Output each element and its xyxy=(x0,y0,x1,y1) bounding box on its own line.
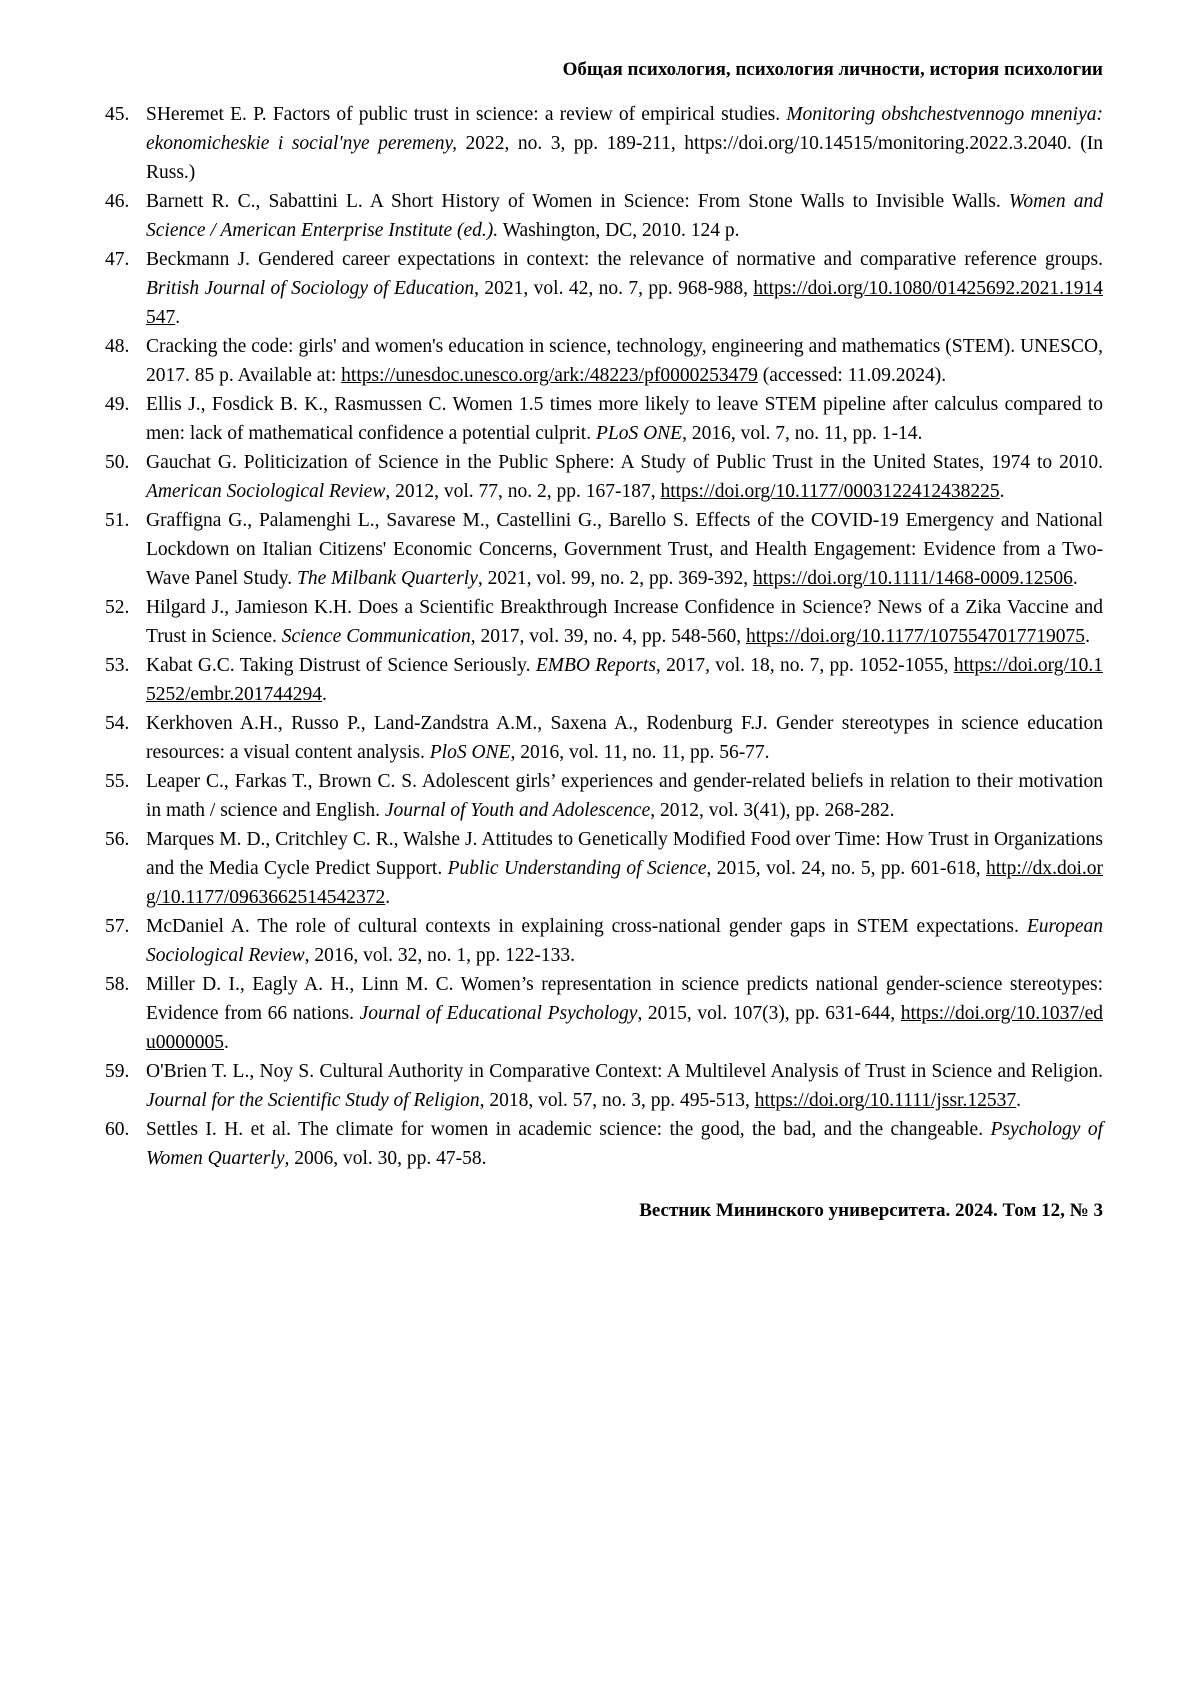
journal-name: Journal of Youth and Adolescence xyxy=(384,800,651,821)
journal-name: British Journal of Sociology of Education xyxy=(146,278,475,299)
reference-number: 48. xyxy=(105,336,130,357)
reference-segment: Leaper C., Farkas T., Brown C. S. Adolescent girls’ experiences and gender-related beliefs in relation to their motivation in math / science and English. xyxy=(146,771,1103,821)
reference-item xyxy=(105,390,1103,448)
reference-segment: Graffigna G., Palamenghi L., Savarese M., Castellini G., Barello S. Effects of the COVID-19 Emergency and National Lockdown on Italian Citizens' Economic Concerns, Government Trust, and Health Engagement: Evidence from a Two-Wave Panel Study. xyxy=(146,510,1103,589)
reference-text xyxy=(146,187,1103,245)
reference-text xyxy=(146,651,1103,709)
journal-name: The Milbank Quarterly xyxy=(296,568,478,589)
reference-segment: , 2006, vol. 30, pp. 47-58. xyxy=(284,1148,487,1169)
reference-item xyxy=(105,1057,1103,1115)
reference-item xyxy=(105,506,1103,593)
doi-link[interactable]: https://doi.org/10.1177/1075547017719075 xyxy=(745,626,1086,647)
reference-item xyxy=(105,100,1103,187)
reference-item xyxy=(105,709,1103,767)
reference-segment: , 2017, vol. 39, no. 4, pp. 548-560, xyxy=(470,626,746,647)
reference-number: 54. xyxy=(105,713,130,734)
reference-segment: , 2016, vol. 7, no. 11, pp. 1-14. xyxy=(682,423,923,444)
reference-segment: . xyxy=(1072,568,1078,589)
reference-number: 51. xyxy=(105,510,130,531)
reference-text xyxy=(146,1115,1103,1173)
reference-segment: . xyxy=(1016,1090,1021,1111)
reference-segment: (accessed: 11.09.2024). xyxy=(757,365,947,386)
reference-segment: . xyxy=(322,684,327,705)
reference-text xyxy=(146,332,1103,390)
reference-list xyxy=(105,100,1103,1173)
reference-text xyxy=(146,1057,1103,1115)
journal-name: Journal of Educational Psychology xyxy=(359,1003,638,1024)
reference-segment: McDaniel A. The role of cultural contexts in explaining cross-national gender gaps in STEM expectations. xyxy=(146,916,1027,937)
reference-segment: , 2015, vol. 107(3), pp. 631-644, xyxy=(637,1003,901,1024)
reference-segment: Cracking the code: girls' and women's education in science, technology, engineering and mathematics (STEM). UNESCO, 2017. 85 p. Available at: xyxy=(146,336,1103,386)
reference-number: 55. xyxy=(105,771,130,792)
doi-link[interactable]: http://dx.doi.org/10.1177/0963662514542372 xyxy=(146,858,1103,908)
journal-name: PLoS ONE xyxy=(595,423,683,444)
doi-link[interactable]: https://doi.org/10.1080/01425692.2021.1914547 xyxy=(146,278,1103,328)
page-footer: Вестник Мининского университета. 2024. Том 12, № 3 xyxy=(639,1200,1103,1221)
reference-item xyxy=(105,970,1103,1057)
journal-name: PloS ONE xyxy=(429,742,511,763)
reference-segment: 2022, no. 3, pp. 189-211, https://doi.org/10.14515/monitoring.2022.3.2040. (In Russ.) xyxy=(146,133,1103,183)
reference-number: 52. xyxy=(105,597,130,618)
reference-segment: SHeremet E. P. Factors of public trust in science: a review of empirical studies. xyxy=(146,104,787,125)
reference-segment: , 2016, vol. 11, no. 11, pp. 56-77. xyxy=(510,742,770,763)
reference-segment: Hilgard J., Jamieson K.H. Does a Scientific Breakthrough Increase Confidence in Science? News of a Zika Vaccine and Trust in Science. xyxy=(146,597,1103,647)
reference-segment: . xyxy=(175,307,181,328)
reference-segment: . xyxy=(224,1032,229,1053)
reference-segment: O'Brien T. L., Noy S. Cultural Authority in Comparative Context: A Multilevel Analysis of Trust in Science and Religion. xyxy=(146,1061,1103,1082)
journal-name: Journal for the Scientific Study of Religion xyxy=(146,1090,480,1111)
reference-text xyxy=(146,506,1103,593)
reference-segment: Kabat G.C. Taking Distrust of Science Seriously. xyxy=(146,655,536,676)
reference-segment: , 2012, vol. 3(41), pp. 268-282. xyxy=(650,800,895,821)
reference-item xyxy=(105,912,1103,970)
doi-link[interactable]: https://doi.org/10.1111/1468-0009.12506 xyxy=(753,568,1073,589)
reference-text xyxy=(146,245,1103,332)
reference-text xyxy=(146,912,1103,970)
reference-number: 53. xyxy=(105,655,130,676)
reference-number: 47. xyxy=(105,249,130,270)
reference-segment: , 2016, vol. 32, no. 1, pp. 122-133. xyxy=(304,945,575,966)
reference-item xyxy=(105,651,1103,709)
journal-name: Psychology of Women Quarterly xyxy=(146,1119,1103,1169)
reference-text xyxy=(146,448,1103,506)
reference-text xyxy=(146,970,1103,1057)
reference-segment: Beckmann J. Gendered career expectations in context: the relevance of normative and comparative reference groups. xyxy=(146,249,1103,270)
reference-segment: Kerkhoven A.H., Russo P., Land-Zandstra A.M., Saxena A., Rodenburg F.J. Gender stereotypes in science education resources: a visual content analysis. xyxy=(146,713,1103,763)
reference-segment: , 2017, vol. 18, no. 7, pp. 1052-1055, xyxy=(655,655,954,676)
reference-segment: , 2012, vol. 77, no. 2, pp. 167-187, xyxy=(385,481,661,502)
reference-segment: Gauchat G. Politicization of Science in the Public Sphere: A Study of Public Trust in the United States, 1974 to 2010. xyxy=(146,452,1103,473)
running-header: Общая психология, психология личности, история психологии xyxy=(562,59,1103,80)
doi-link[interactable]: https://unesdoc.unesco.org/ark:/48223/pf0000253479 xyxy=(341,365,758,386)
reference-segment: Settles I. H. et al. The climate for women in academic science: the good, the bad, and the changeable. xyxy=(146,1119,991,1140)
reference-segment: Barnett R. C., Sabattini L. A Short History of Women in Science: From Stone Walls to Invisible Walls. xyxy=(146,191,1009,212)
reference-item xyxy=(105,448,1103,506)
journal-name: Public Understanding of Science xyxy=(447,858,707,879)
reference-number: 56. xyxy=(105,829,130,850)
reference-segment: Miller D. I., Eagly A. H., Linn M. C. Women’s representation in science predicts national gender-science stereotypes: Evidence from 66 nations. xyxy=(146,974,1103,1024)
reference-text xyxy=(146,825,1103,912)
doi-link[interactable]: https://doi.org/10.15252/embr.201744294 xyxy=(146,655,1103,705)
reference-item xyxy=(105,245,1103,332)
reference-item xyxy=(105,187,1103,245)
journal-name: Women and Science / American Enterprise Institute (ed.). xyxy=(146,191,1103,241)
reference-number: 49. xyxy=(105,394,130,415)
reference-segment: , 2021, vol. 42, no. 7, pp. 968-988, xyxy=(474,278,754,299)
reference-number: 59. xyxy=(105,1061,130,1082)
reference-segment: . xyxy=(1085,626,1090,647)
reference-segment: Ellis J., Fosdick B. K., Rasmussen C. Women 1.5 times more likely to leave STEM pipeline after calculus compared to men: lack of mathematical confidence a potential culprit. xyxy=(146,394,1103,444)
reference-item xyxy=(105,332,1103,390)
reference-text xyxy=(146,709,1103,767)
reference-item xyxy=(105,1115,1103,1173)
doi-link[interactable]: https://doi.org/10.1177/0003122412438225 xyxy=(660,481,1000,502)
reference-number: 60. xyxy=(105,1119,130,1140)
reference-number: 57. xyxy=(105,916,130,937)
reference-number: 46. xyxy=(105,191,130,212)
reference-item xyxy=(105,767,1103,825)
reference-segment: Washington, DC, 2010. 124 p. xyxy=(498,220,740,241)
reference-segment: Marques M. D., Critchley C. R., Walshe J. Attitudes to Genetically Modified Food over Time: How Trust in Organizations and the Media Cycle Predict Support. xyxy=(146,829,1103,879)
reference-segment: , 2021, vol. 99, no. 2, pp. 369-392, xyxy=(477,568,754,589)
reference-segment: , 2018, vol. 57, no. 3, pp. 495-513, xyxy=(479,1090,755,1111)
reference-number: 45. xyxy=(105,104,130,125)
journal-name: Monitoring obshchestvennogo mneniya: ekonomicheskie i social'nye peremeny, xyxy=(146,104,1104,154)
reference-number: 58. xyxy=(105,974,130,995)
reference-text xyxy=(146,593,1103,651)
journal-name: American Sociological Review xyxy=(146,481,386,502)
reference-segment: . xyxy=(385,887,391,908)
reference-number: 50. xyxy=(105,452,130,473)
reference-text xyxy=(146,390,1103,448)
reference-item xyxy=(105,593,1103,651)
reference-segment: . xyxy=(999,481,1005,502)
journal-name: EMBO Reports xyxy=(535,655,656,676)
reference-text xyxy=(146,100,1103,187)
journal-name: Science Communication xyxy=(281,626,471,647)
journal-name: European Sociological Review xyxy=(146,916,1103,966)
reference-text xyxy=(146,767,1103,825)
reference-item xyxy=(105,825,1103,912)
doi-link[interactable]: https://doi.org/10.1037/edu0000005 xyxy=(146,1003,1103,1053)
reference-segment: , 2015, vol. 24, no. 5, pp. 601-618, xyxy=(706,858,986,879)
doi-link[interactable]: https://doi.org/10.1111/jssr.12537 xyxy=(754,1090,1017,1111)
